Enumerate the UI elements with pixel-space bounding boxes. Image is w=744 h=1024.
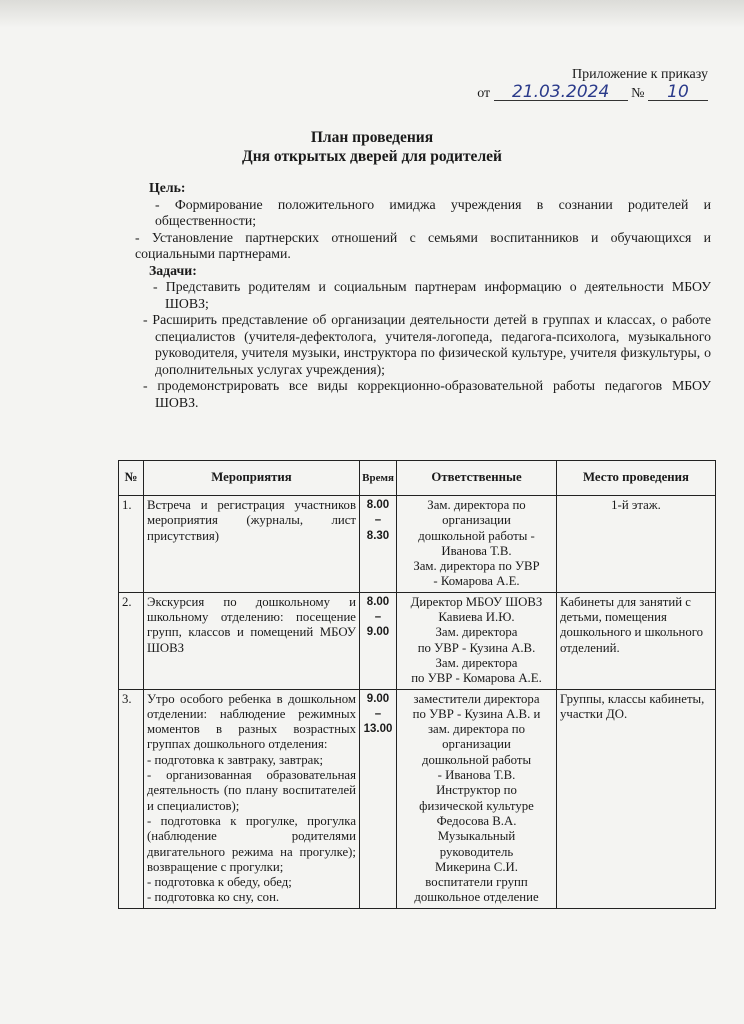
col-header-responsible: Ответственные: [397, 461, 557, 496]
responsible-line: - Иванова Т.В.: [437, 768, 516, 783]
responsible-line: дошкольной работы: [421, 752, 532, 767]
event-line: Утро особого ребенка в дошкольном отделении: наблюдение режимных моментов в разных возрастных группах дошкольного отделения:: [147, 691, 356, 752]
responsible-cell: [397, 689, 557, 908]
responsible-line: по УВР - Комарова А.Е.: [411, 671, 542, 686]
goals-and-tasks: [135, 180, 711, 411]
time-cell: [360, 496, 397, 593]
time-end: 8.30: [366, 529, 390, 542]
event-cell: [144, 689, 360, 908]
responsible-line: Кавиева И.Ю.: [438, 610, 515, 625]
responsible-cell: [397, 496, 557, 593]
number-label: №: [631, 86, 645, 101]
time-dash: –: [374, 611, 382, 624]
goal-heading: Цель:: [149, 180, 186, 195]
order-date-line: [477, 84, 708, 102]
responsible-line: Федосова В.А.: [436, 813, 517, 828]
time-end: 9.00: [366, 626, 390, 639]
time-start: 9.00: [366, 692, 390, 705]
responsible-line: - Комарова А.Е.: [433, 574, 520, 589]
responsible-line: заместители директора: [413, 691, 540, 706]
responsible-line: организации: [442, 737, 511, 752]
time-end: 13.00: [363, 723, 393, 736]
place-cell: 1-й этаж.: [557, 496, 716, 593]
task-item: - Расширить представление об организации деятельности детей в группах и классах, о работе специалистов (учителя-дефектолога, учителя-логопеда, педагога-психолога, музыкального руководителя, учителя музыки, инструктора по физической культуре, учителя физкультуры, о дополнительных услугах учреждения);: [143, 312, 711, 377]
title-line-2: Дня открытых дверей для родителей: [242, 148, 502, 165]
responsible-line: Иванова Т.В.: [441, 543, 512, 558]
responsible-line: Инструктор по: [436, 783, 517, 798]
time-dash: –: [374, 707, 382, 720]
time-start: 8.00: [366, 499, 390, 511]
responsible-line: дошкольное отделение: [414, 890, 539, 905]
time-cell: [360, 689, 397, 908]
responsible-line: дошкольной работы -: [418, 528, 535, 543]
order-date: 21.03.2024: [494, 84, 628, 101]
document-title: [0, 128, 744, 166]
event-line: - подготовка к обеду, обед;: [147, 875, 292, 890]
order-number: 10: [648, 84, 708, 101]
table-header-row: [119, 461, 716, 496]
event-line: - подготовка к завтраку, завтрак;: [147, 752, 324, 767]
event-line: - подготовка ко сну, сон.: [147, 890, 280, 905]
title-line-1: План проведения: [310, 129, 434, 146]
task-item: - продемонстрировать все виды коррекционно-образовательной работы педагогов МБОУ ШОВЗ.: [143, 378, 711, 410]
responsible-line: Музыкальный: [437, 829, 516, 844]
col-header-num: №: [119, 461, 144, 496]
goal-item: - Формирование положительного имиджа учреждения в сознании родителей и общественности;: [155, 196, 711, 228]
responsible-line: по УВР - Кузина А.В.: [417, 640, 536, 655]
appendix-line: Приложение к приказу: [572, 67, 708, 82]
time-cell: [360, 592, 397, 689]
event-cell: Экскурсия по дошкольному и школьному отделению: посещение групп, классов и помещений МБОУ ШОВЗ: [144, 592, 360, 689]
responsible-line: воспитатели групп: [425, 875, 528, 890]
responsible-line: Зам. директора по: [427, 498, 526, 512]
from-label: от: [477, 86, 491, 101]
responsible-line: по УВР - Кузина А.В. и: [412, 706, 541, 721]
responsible-line: зам. директора по: [427, 722, 526, 737]
col-header-place: Место проведения: [557, 461, 716, 496]
scan-edge: [0, 0, 744, 28]
responsible-line: Зам. директора: [435, 625, 518, 640]
time-start: 8.00: [366, 595, 390, 608]
col-header-time: Время: [360, 461, 397, 496]
col-header-event: Мероприятия: [144, 461, 360, 496]
time-dash: –: [374, 514, 382, 527]
event-line: - подготовка к прогулке, прогулка (наблюдение родителями двигательного режима на прогулке); возвращение с прогулки;: [147, 813, 356, 874]
table-row: [119, 689, 716, 908]
row-number: 1.: [119, 496, 144, 593]
table-row: [119, 592, 716, 689]
row-number: 3.: [119, 689, 144, 908]
responsible-line: Микерина С.И.: [435, 859, 518, 874]
event-cell: Встреча и регистрация участников мероприятия (журналы, лист присутствия): [144, 496, 360, 593]
task-item: - Представить родителям и социальным партнерам информацию о деятельности МБОУ ШОВЗ;: [153, 279, 711, 311]
row-number: 2.: [119, 592, 144, 689]
event-line: - организованная образовательная деятельность (по плану воспитателей и специалистов);: [147, 768, 356, 813]
place-cell: Кабинеты для занятий с детьми, помещения дошкольного и школьного отделений.: [557, 592, 716, 689]
responsible-line: физической культуре: [419, 798, 534, 813]
goal-item: - Установление партнерских отношений с семьями воспитанников и обучающихся и социальными партнерами.: [135, 229, 711, 261]
responsible-line: Зам. директора: [435, 655, 518, 670]
responsible-line: Директор МБОУ ШОВЗ: [410, 594, 543, 609]
event-plan-table: [118, 460, 716, 909]
tasks-heading: Задачи:: [149, 262, 197, 278]
responsible-line: Зам. директора по УВР: [413, 559, 540, 574]
place-cell: Группы, классы кабинеты, участки ДО.: [557, 689, 716, 908]
table-row: [119, 496, 716, 593]
responsible-line: руководитель: [439, 844, 514, 859]
appendix-header: [477, 66, 708, 102]
responsible-line: организации: [442, 513, 511, 528]
responsible-cell: [397, 592, 557, 689]
